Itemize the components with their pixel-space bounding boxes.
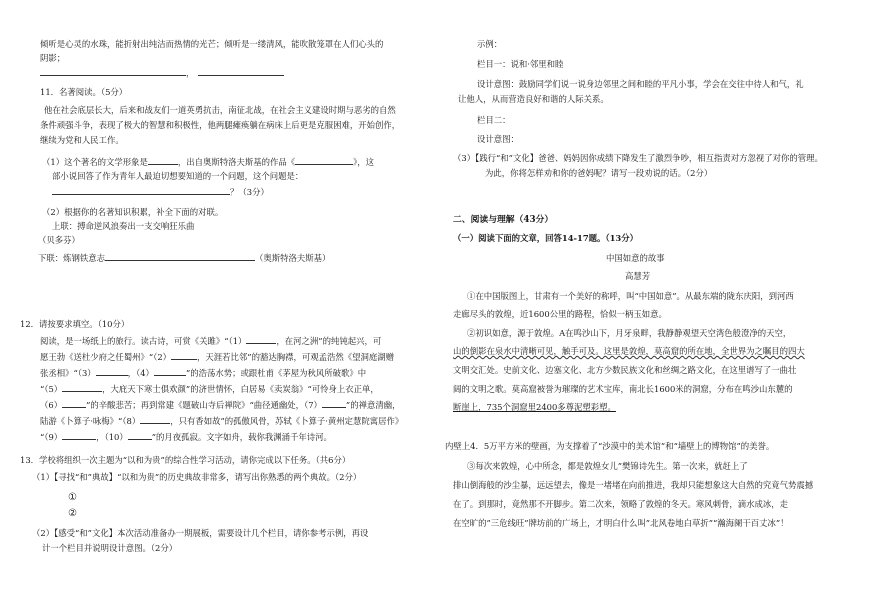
text: 陆游《卜算子·咏梅》“（8） (40, 416, 141, 426)
answer-blank[interactable] (96, 366, 128, 376)
paragraph-line: 山的倒影在泉水中清晰可见，触手可及。这里是敦煌，莫高窟的所在地，全世界为之瞩目的四大 (453, 346, 805, 356)
design-intent-2: 设计意图： (477, 134, 519, 144)
text-line: 倾听是心灵的水珠，能折射出纯洁而热情的光芒；倾听是一缕清风，能吹散笼罩在人们心头的 (40, 39, 384, 49)
text: 下联：炼钢铁意志 (38, 253, 105, 263)
couplet-upper-note: （贝多芬） (38, 235, 80, 245)
text: ”的禅意清幽， (345, 400, 401, 410)
answer-blank[interactable] (148, 155, 178, 165)
paragraph-line: 走廊尽头的敦煌，近1600公里的路程，恰似一柄玉如意。 (453, 309, 667, 319)
text: “（9） (40, 432, 63, 442)
text: ，天涯若比邻”的豁达胸襟，可观孟浩然《望洞庭湖赠 (197, 352, 394, 362)
answer-blank[interactable] (128, 430, 152, 440)
answer-blank[interactable] (52, 185, 230, 195)
text-line: 为此，你将怎样劝和你的爸妈呢？请写一段劝说的话。（2分） (485, 168, 713, 178)
text: ，（4） (127, 368, 154, 378)
text: “（5） (40, 384, 63, 394)
answer-blank[interactable] (322, 398, 346, 408)
text-line: 他在社会底层长大，后来和战友们一道英勇抗击，南征北战，在社会主义建设时期与恶劣的自然 (44, 105, 396, 115)
text: ？（3分） (230, 187, 269, 197)
answer-blank[interactable] (154, 366, 186, 376)
text: ”的月夜孤寂。文字如舟，载你我渊涌千年诗河。 (151, 432, 332, 442)
section-heading: 二、阅读与理解（43分） (453, 215, 554, 225)
text: ，出自奥斯特洛夫斯基的作品《 (177, 157, 296, 167)
text: ，在河之洲”的纯钝起兴，可 (276, 336, 382, 346)
answer-blank[interactable] (198, 66, 284, 76)
answer-blank[interactable] (246, 334, 276, 344)
article-author: 高慧芳 (625, 271, 651, 281)
answer-blank[interactable] (295, 155, 353, 165)
paragraph-line: 在空旷的”三危线旺”牌坊前的广场上，才明白什么叫”北风卷地白草折”“瀚海阑干百丈冰”！ (453, 518, 789, 528)
text: 》，这 (353, 157, 375, 167)
poem-line-6 (40, 414, 403, 428)
answer-blank[interactable] (105, 251, 255, 261)
design-intent: 设计意图：鼓励同学们说一说身边邻里之间和睦的平凡小事，学会在交往中待人和气，礼 (477, 79, 804, 89)
text: 张丞相》“（3） (40, 368, 96, 378)
column-two (477, 114, 511, 127)
question-13: 13．学校将组织一次主题为“以和为贵”的综合性学习活动，请你完成以下任务。（共6分） (20, 455, 351, 465)
answer-blank[interactable] (62, 398, 86, 408)
poem-line-4 (40, 382, 379, 396)
paragraph-line: 内壁上4．5万平方米的壁画，为支撑着了“沙漠中的美术馆”和“墙壁上的博物馆”的美誉。 (445, 441, 775, 451)
text: ，（10） (96, 432, 128, 442)
text: 愿王勃《送杜少府之任蜀州》“（2） (40, 352, 172, 362)
text: 阅读，是一场纸上的旅行。读古诗，可赏《关雎》“（1） (40, 336, 247, 346)
question-12: 12．请按要求填空。（10分） (20, 319, 130, 329)
paragraph-line: 文明交汇处。史前文化、边塞文化、北方少数民族文化和丝绸之路文化，在这里谱写了一曲壮 (453, 365, 797, 375)
text-line: 条件顽强斗争，表现了极大的智慧和积极性，他两腿瘫痪躺在病床上后更是克服困难，开始创作， (40, 120, 401, 130)
poem-line-1 (40, 334, 381, 348)
task-1: （1）【寻找“和”典故】“以和为贵”的历史典故非常多，请写出你熟悉的两个典故。（2分） (32, 472, 362, 482)
answer-blank[interactable] (62, 430, 96, 440)
task-2: （2）【感受“和”文化】本次活动准备办一期展板，需要设计几个栏目，请你参考示例，再设 (32, 528, 369, 538)
subsection-heading: （一）阅读下面的文章，回答14-17题。（13分） (453, 233, 638, 243)
subquestion-2: （2）根据你的名著知识积累，补全下面的对联。 (42, 207, 224, 217)
blank-row (52, 185, 269, 199)
text: （6） (40, 400, 63, 410)
answer-blank[interactable] (62, 382, 102, 392)
question-11: 11．名著阅读。（5分） (40, 87, 128, 97)
poem-line-2 (40, 350, 394, 364)
paragraph-line: 阔的文明之歌。莫高窟被誉为璀璨的艺术宝库，南北长1600米的洞窟，分布在鸣沙山东麓的 (453, 384, 793, 394)
circled-item-1: ① (68, 492, 77, 503)
text: （1）这个著名的文学形象是 (42, 157, 148, 167)
poem-line-3 (40, 366, 366, 380)
text-line: 阴影； (40, 53, 66, 63)
text: 栏目二： (477, 115, 511, 125)
text-line: 部小说回答了作为青年人最迫切想要知道的一个问题，这个问题是： (52, 171, 304, 181)
couplet-upper: 上联：搏命逆风浪奏出一支交响狂乐曲 (52, 221, 195, 231)
article-title: 中国如意的故事 (606, 253, 665, 263)
paragraph-line: 在了。到那时，竟然那不开脚步。第二次来，领略了敦煌的冬天。寒风刺骨，滴水成冰，走 (453, 499, 788, 509)
column-one: 栏目一：说和·邻里和睦 (477, 59, 564, 69)
answer-blank[interactable] (40, 66, 186, 76)
poem-line-5 (40, 398, 400, 412)
text: ”的浩荡水势；或跟杜甫《茅屋为秋风所破歌》中 (185, 368, 367, 378)
subquestion-1 (42, 155, 374, 169)
example-label: 示例： (477, 39, 503, 49)
paragraph-line: ②初识如意，源于敦煌。A在鸣沙山下，月牙泉畔，我静静观望天空湾色般澄净的天空， (467, 328, 792, 338)
answer-blank[interactable] (171, 350, 197, 360)
blank-row: ， (40, 66, 284, 80)
answer-blank[interactable] (140, 414, 170, 424)
paragraph-line: 断崖上，735个洞窟里2400多尊泥塑彩塑。 (453, 402, 616, 412)
text: （奥斯特洛夫斯基） (255, 253, 331, 263)
paragraph-line: ③每次来敦煌，心中所念，都是敦煌女儿”樊锦诗先生。第一次来，就赶上了 (467, 461, 748, 471)
text-line: 让他人，从而营造良好和谐的人际关系。 (458, 94, 609, 104)
text: ，只有香如故”的孤傲风骨，苏轼《卜算子·黄州定慧院寓居作》 (170, 416, 404, 426)
circled-item-2: ② (68, 508, 77, 519)
text: ，大庇天下寒士俱欢颜”的济世情怀，白居易《卖炭翁》“可怜身上衣正单， (102, 384, 379, 394)
paragraph-line: ①在中国版图上，甘肃有一个美好的称呼，叫“中国如意”。从最东端的陇东庆阳，到河西 (467, 291, 794, 301)
text: ”的辛酸悲苦；再到常建《题破山寺后禅院》“曲径通幽处，（7） (86, 400, 322, 410)
task-3: （3）【践行“和”文化】爸爸、妈妈因你成绩下降发生了激烈争吵，相互指责对方忽视了对你的管理。 (453, 153, 823, 163)
couplet-lower (38, 251, 330, 265)
text-line: 计一个栏目并说明设计意图。（2分） (42, 543, 178, 553)
poem-line-7 (40, 430, 332, 444)
paragraph-line: 排山倒海般的沙尘暴，远远望去，像是一堵堵在向前推进，我却只能想象这大自然的究竟气势震撼 (453, 480, 814, 490)
text-line: 继续为党和人民工作。 (40, 135, 124, 145)
